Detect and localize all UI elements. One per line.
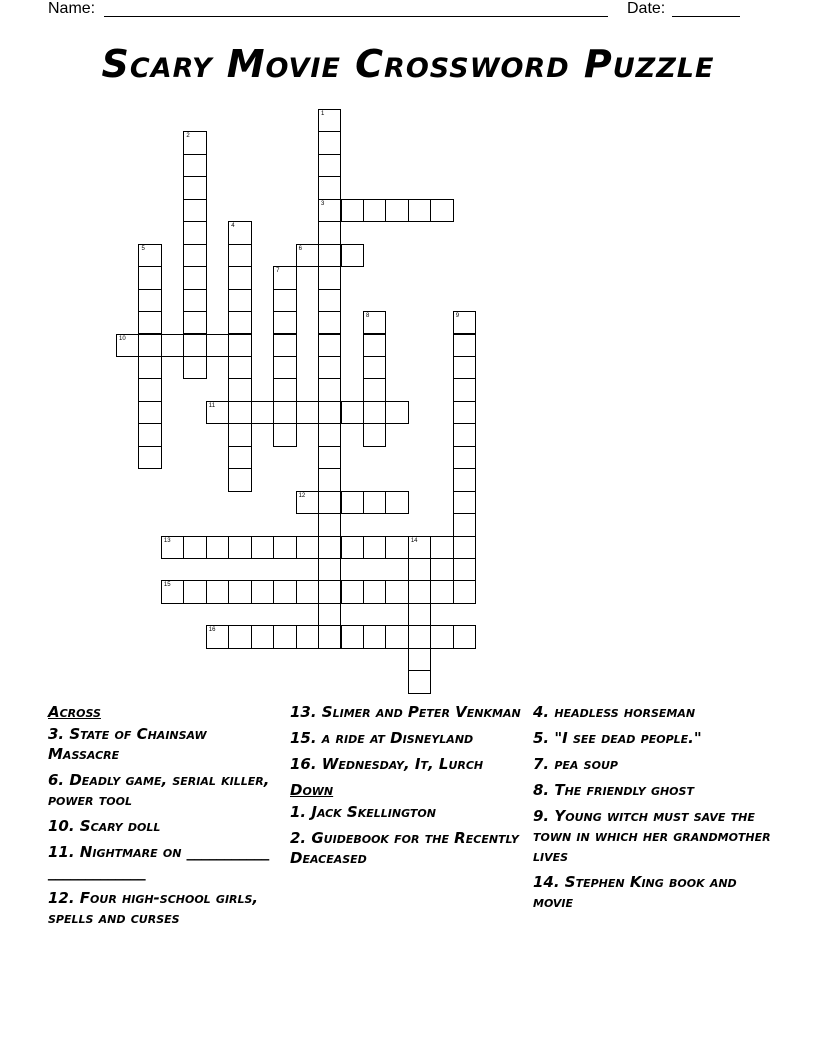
grid-cell[interactable] — [453, 513, 476, 536]
grid-cell[interactable] — [183, 536, 206, 559]
grid-cell[interactable] — [206, 401, 229, 424]
grid-cell[interactable] — [251, 401, 274, 424]
grid-cell[interactable] — [318, 378, 341, 401]
down-heading: Down — [290, 781, 334, 799]
grid-cell[interactable] — [273, 536, 296, 559]
grid-cell[interactable] — [228, 334, 251, 357]
grid-cell[interactable] — [453, 311, 476, 334]
grid-cell[interactable] — [318, 446, 341, 469]
grid-cell[interactable] — [228, 378, 251, 401]
grid-cell[interactable] — [228, 423, 251, 446]
grid-cell[interactable] — [183, 580, 206, 603]
grid-cell[interactable] — [273, 266, 296, 289]
grid-cell[interactable] — [408, 580, 431, 603]
grid-cell[interactable] — [228, 536, 251, 559]
clue-number: 11 — [208, 402, 216, 409]
clue-down-5: 5. "I see dead people." — [533, 729, 702, 747]
clue-number: 1 — [321, 111, 325, 117]
grid-cell[interactable] — [318, 109, 341, 132]
grid-cell[interactable] — [453, 580, 476, 603]
clue-number: 3 — [321, 200, 325, 207]
clue-across-15: 15. a ride at Disneyland — [290, 729, 474, 747]
grid-cell[interactable] — [318, 603, 341, 626]
grid-cell[interactable] — [318, 221, 341, 244]
grid-cell[interactable] — [206, 334, 229, 357]
grid-cell[interactable] — [363, 334, 386, 357]
across-heading: Across — [48, 703, 101, 721]
clue-across-6: 6. Deadly game, serial killer, power tool — [48, 771, 270, 809]
grid-cell[interactable] — [273, 311, 296, 334]
grid-cell[interactable] — [341, 491, 364, 514]
clue-across-12: 12. Four high-school girls, spells and curses — [48, 889, 259, 927]
grid-cell[interactable] — [206, 625, 229, 648]
grid-cell[interactable] — [138, 311, 161, 334]
grid-cell[interactable] — [408, 199, 431, 222]
grid-cell[interactable] — [273, 378, 296, 401]
grid-cell[interactable] — [138, 423, 161, 446]
grid-cell[interactable] — [183, 131, 206, 154]
grid-cell[interactable] — [296, 536, 319, 559]
grid-cell[interactable] — [273, 423, 296, 446]
grid-cell[interactable] — [296, 401, 319, 424]
clue-number: 10 — [119, 335, 126, 342]
grid-cell[interactable] — [161, 580, 184, 603]
grid-cell[interactable] — [363, 536, 386, 559]
page-title: Scary Movie Crossword Puzzle — [101, 42, 715, 86]
grid-cell[interactable] — [296, 625, 319, 648]
grid-cell[interactable] — [273, 401, 296, 424]
grid-cell[interactable] — [318, 356, 341, 379]
name-label: Name: — [48, 0, 96, 17]
clue-down-7: 7. pea soup — [533, 755, 618, 773]
grid-cell[interactable] — [453, 558, 476, 581]
grid-cell[interactable] — [318, 199, 341, 222]
grid-cell[interactable] — [273, 289, 296, 312]
grid-cell[interactable] — [161, 536, 184, 559]
grid-cell[interactable] — [341, 401, 364, 424]
grid-cell[interactable] — [408, 558, 431, 581]
clue-down-14: 14. Stephen King book and movie — [533, 873, 737, 911]
grid-cell[interactable] — [138, 401, 161, 424]
grid-cell[interactable] — [183, 311, 206, 334]
grid-cell[interactable] — [408, 536, 431, 559]
clue-number: 13 — [163, 537, 171, 544]
grid-cell[interactable] — [363, 378, 386, 401]
grid-cell[interactable] — [183, 334, 206, 357]
clue-down-2: 2. Guidebook for the Recently Deaceased — [290, 829, 519, 867]
grid-cell[interactable] — [408, 603, 431, 626]
grid-cell[interactable] — [363, 423, 386, 446]
grid-cell[interactable] — [228, 311, 251, 334]
grid-cell[interactable] — [408, 670, 431, 693]
grid-cell[interactable] — [183, 176, 206, 199]
clue-number: 8 — [365, 313, 370, 320]
grid-cell[interactable] — [430, 580, 453, 603]
grid-cell[interactable] — [206, 536, 229, 559]
grid-cell[interactable] — [318, 266, 341, 289]
clue-down-4: 4. headless horseman — [533, 703, 696, 721]
grid-cell[interactable] — [273, 580, 296, 603]
grid-cell[interactable] — [296, 244, 319, 267]
grid-cell[interactable] — [318, 625, 341, 648]
grid-cell[interactable] — [273, 334, 296, 357]
clue-across-11: 11. Nightmare on ___________ _____________ — [48, 843, 270, 881]
grid-cell[interactable] — [318, 311, 341, 334]
grid-cell[interactable] — [453, 378, 476, 401]
grid-cell[interactable] — [183, 244, 206, 267]
grid-cell[interactable] — [341, 244, 364, 267]
grid-cell[interactable] — [341, 580, 364, 603]
grid-cell[interactable] — [453, 536, 476, 559]
grid-cell[interactable] — [341, 625, 364, 648]
grid-cell[interactable] — [318, 244, 341, 267]
grid-cell[interactable] — [385, 625, 408, 648]
grid-cell[interactable] — [318, 334, 341, 357]
grid-cell[interactable] — [138, 289, 161, 312]
clue-number: 15 — [163, 582, 171, 589]
clues-column-2 — [290, 702, 525, 874]
grid-cell[interactable] — [228, 289, 251, 312]
grid-cell[interactable] — [183, 266, 206, 289]
grid-cell[interactable] — [228, 221, 251, 244]
grid-cell[interactable] — [318, 580, 341, 603]
grid-cell[interactable] — [363, 311, 386, 334]
grid-cell[interactable] — [430, 199, 453, 222]
grid-cell[interactable] — [228, 580, 251, 603]
clues-column-1 — [48, 702, 280, 934]
grid-cell[interactable] — [453, 446, 476, 469]
grid-cell[interactable] — [183, 289, 206, 312]
grid-cell[interactable] — [228, 468, 251, 491]
grid-cell[interactable] — [318, 176, 341, 199]
grid-cell[interactable] — [161, 334, 184, 357]
grid-cell[interactable] — [206, 580, 229, 603]
grid-cell[interactable] — [318, 423, 341, 446]
grid-cell[interactable] — [296, 491, 319, 514]
grid-cell[interactable] — [138, 356, 161, 379]
grid-cell[interactable] — [228, 446, 251, 469]
grid-cell[interactable] — [251, 625, 274, 648]
grid-cell[interactable] — [318, 558, 341, 581]
grid-cell[interactable] — [453, 468, 476, 491]
grid-cell[interactable] — [453, 401, 476, 424]
grid-cell[interactable] — [341, 536, 364, 559]
clue-number: 9 — [455, 313, 460, 320]
grid-cell[interactable] — [385, 580, 408, 603]
grid-cell[interactable] — [363, 199, 386, 222]
clue-number: 14 — [410, 537, 418, 544]
grid-cell[interactable] — [251, 536, 274, 559]
grid-cell[interactable] — [138, 446, 161, 469]
grid-cell[interactable] — [228, 356, 251, 379]
clue-across-13: 13. Slimer and Peter Venkman — [290, 703, 521, 721]
grid-cell[interactable] — [363, 580, 386, 603]
clue-number: 2 — [186, 133, 190, 140]
grid-cell[interactable] — [318, 289, 341, 312]
grid-cell[interactable] — [430, 536, 453, 559]
grid-cell[interactable] — [318, 131, 341, 154]
grid-cell[interactable] — [138, 378, 161, 401]
grid-cell[interactable] — [318, 491, 341, 514]
grid-cell[interactable] — [228, 401, 251, 424]
grid-cell[interactable] — [453, 356, 476, 379]
clue-down-8: 8. The friendly ghost — [533, 781, 694, 799]
grid-cell[interactable] — [183, 154, 206, 177]
grid-cell[interactable] — [385, 491, 408, 514]
grid-cell[interactable] — [183, 221, 206, 244]
grid-cell[interactable] — [116, 334, 139, 357]
grid-cell[interactable] — [385, 536, 408, 559]
clue-number: 4 — [231, 223, 235, 230]
grid-cell[interactable] — [183, 199, 206, 222]
grid-cell[interactable] — [408, 648, 431, 671]
grid-cell[interactable] — [385, 199, 408, 222]
grid-cell[interactable] — [318, 401, 341, 424]
grid-cell[interactable] — [363, 356, 386, 379]
grid-cell[interactable] — [408, 625, 431, 648]
grid-cell[interactable] — [318, 468, 341, 491]
grid-cell[interactable] — [228, 266, 251, 289]
grid-cell[interactable] — [138, 244, 161, 267]
grid-cell[interactable] — [453, 423, 476, 446]
clue-across-10: 10. Scary doll — [48, 817, 161, 835]
grid-cell[interactable] — [183, 356, 206, 379]
grid-cell[interactable] — [228, 244, 251, 267]
clue-down-1: 1. Jack Skellington — [290, 803, 436, 821]
clue-number: 5 — [141, 245, 145, 252]
clue-number: 6 — [298, 245, 302, 252]
grid-cell[interactable] — [453, 491, 476, 514]
grid-cell[interactable] — [138, 266, 161, 289]
grid-cell[interactable] — [273, 625, 296, 648]
grid-cell[interactable] — [318, 513, 341, 536]
grid-cell[interactable] — [341, 199, 364, 222]
grid-cell[interactable] — [228, 625, 251, 648]
clue-down-9: 9. Young witch must save the town in which her grandmother lives — [533, 807, 771, 865]
grid-cell[interactable] — [363, 491, 386, 514]
grid-cell[interactable] — [318, 154, 341, 177]
clue-across-16: 16. Wednesday, It, Lurch — [290, 755, 484, 773]
grid-cell[interactable] — [273, 356, 296, 379]
clue-number: 7 — [276, 268, 280, 275]
clue-across-3: 3. State of Chainsaw Massacre — [48, 725, 207, 763]
grid-cell[interactable] — [138, 334, 161, 357]
grid-cell[interactable] — [318, 536, 341, 559]
clue-number: 16 — [208, 627, 216, 634]
clues-column-3 — [533, 702, 773, 918]
grid-cell[interactable] — [251, 580, 274, 603]
grid-cell[interactable] — [296, 580, 319, 603]
date-label: Date: — [627, 0, 666, 17]
clue-number: 12 — [298, 492, 306, 499]
grid-cell[interactable] — [385, 401, 408, 424]
grid-cell[interactable] — [363, 625, 386, 648]
grid-cell[interactable] — [430, 625, 453, 648]
grid-cell[interactable] — [363, 401, 386, 424]
grid-cell[interactable] — [453, 334, 476, 357]
grid-cell[interactable] — [453, 625, 476, 648]
